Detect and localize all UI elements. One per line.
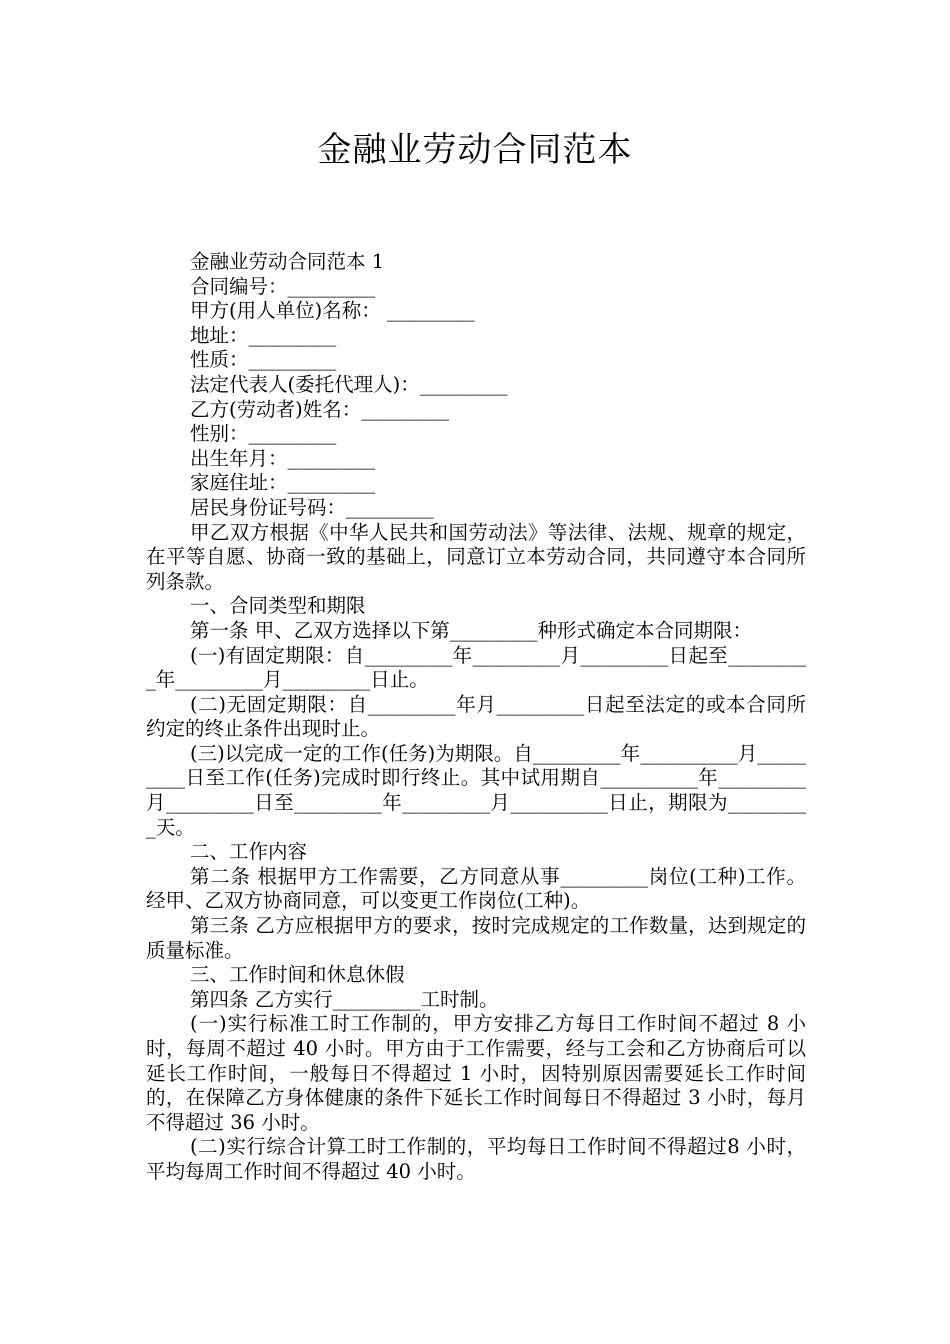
section-heading-1: 一、合同类型和期限: [190, 594, 366, 618]
field-birth-date: 出生年月：_________: [190, 446, 376, 470]
article-1-item-1: (一)有固定期限：自_________年_________月_________日起至_________年_________月_________日止。: [146, 643, 806, 692]
field-employer-name: 甲方(用人单位)名称： _________: [190, 299, 475, 323]
document-body: [146, 250, 806, 1185]
article-3: 第三条 乙方应根据甲方的要求，按时完成规定的工作数量，达到规定的质量标准。: [146, 914, 806, 962]
field-nature: 性质：_________: [190, 348, 337, 372]
article-1: 第一条 甲、乙双方选择以下第_________种形式确定本合同期限：: [190, 618, 752, 642]
article-4-item-1: (一)实行标准工时工作制的，甲方安排乙方每日工作时间不超过 8 小时，每周不超过 40 小时。甲方由于工作需要，经与工会和乙方协商后可以延长工作时间，一般每日不得超过 1 小时，因特别原因需要延长工作时间的，在保障乙方身体健康的条件下延长工作时间每日不得超过 3 小时，每月不得超过 36 小时。: [146, 1012, 806, 1134]
article-1-item-3: (三)以完成一定的工作(任务)为期限。自_________年__________月_________日至工作(任务)完成时即行终止。其中试用期自__________年_________月_________日至_________年_________月__________日止，期限为_________天。: [146, 741, 806, 839]
section-heading-3: 三、工作时间和休息休假: [190, 963, 405, 987]
field-address: 地址：_________: [190, 323, 337, 347]
field-legal-representative: 法定代表人(委托代理人)：_________: [190, 372, 508, 396]
article-1-item-2: (二)无固定期限：自_________年月_________日起至法定的或本合同所约定的终止条件出现时止。: [146, 692, 806, 741]
field-id-number: 居民身份证号码：_________: [190, 495, 434, 519]
section-heading-2: 二、工作内容: [190, 840, 308, 864]
field-contract-number: 合同编号：_________: [190, 274, 376, 298]
article-4-item-2: (二)实行综合计算工时工作制的，平均每日工作时间不得超过8 小时，平均每周工作时间不得超过 40 小时。: [146, 1135, 806, 1183]
paragraph-preamble: 甲乙双方根据《中华人民共和国劳动法》等法律、法规、规章的规定，在平等自愿、协商一致的基础上，同意订立本劳动合同，共同遵守本合同所列条款。: [146, 520, 806, 593]
field-employee-name: 乙方(劳动者)姓名：_________: [190, 397, 449, 421]
field-gender: 性别：_________: [190, 422, 337, 446]
article-4: 第四条 乙方实行_________工时制。: [190, 987, 499, 1011]
contract-heading: 金融业劳动合同范本 1: [190, 250, 385, 273]
field-home-address: 家庭住址：_________: [190, 471, 376, 495]
article-2: 第二条 根据甲方工作需要，乙方同意从事_________岗位(工种)工作。经甲、乙双方协商同意，可以变更工作岗位(工种)。: [146, 864, 806, 913]
document-title: 金融业劳动合同范本: [317, 130, 633, 170]
